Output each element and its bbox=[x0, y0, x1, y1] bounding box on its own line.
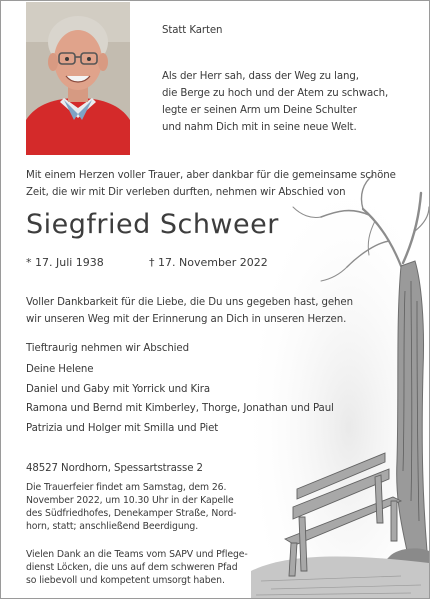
verse-line: die Berge zu hoch und der Atem zu schwach, bbox=[162, 88, 389, 99]
death-date: † 17. November 2022 bbox=[149, 256, 268, 269]
intro-line: Mit einem Herzen voller Trauer, aber dankbar für die gemeinsame schöne bbox=[26, 170, 396, 181]
mourner-entry: Daniel und Gaby mit Yorrick und Kira bbox=[26, 383, 211, 395]
mourner-entry: Deine Helene bbox=[26, 364, 94, 375]
intro-line: Zeit, die wir mit Dir verleben durften, nehmen wir Abschied von bbox=[26, 187, 346, 198]
mourner-list bbox=[26, 361, 334, 439]
thanks-line: dienst Löcken, die uns auf dem schweren Pfad bbox=[26, 562, 238, 573]
funeral-line: des Südfriedhofes, Denekamper Straße, Nord- bbox=[26, 508, 237, 519]
funeral-line: Die Trauerfeier findet am Samstag, dem 26. bbox=[26, 482, 227, 493]
funeral-line: horn, statt; anschließend Beerdigung. bbox=[26, 521, 199, 532]
mourner-entry: Ramona und Bernd mit Kimberley, Thorge, Jonathan und Paul bbox=[26, 403, 334, 414]
header-label: Statt Karten bbox=[162, 25, 223, 36]
verse-line: und nahm Dich mit in seine neue Welt. bbox=[162, 122, 357, 133]
gratitude-line: Voller Dankbarkeit für die Liebe, die Du uns gegeben hast, gehen bbox=[26, 297, 353, 308]
thanks-line: Vielen Dank an die Teams vom SAPV und Pflege- bbox=[26, 549, 248, 560]
verse-line: Als der Herr sah, dass der Weg zu lang, bbox=[162, 71, 359, 82]
gratitude-line: wir unseren Weg mit der Erinnerung an Dich in unseren Herzen. bbox=[26, 314, 347, 325]
deceased-name: Siegfried Schweer bbox=[26, 209, 279, 240]
address: 48527 Nordhorn, Spessartstrasse 2 bbox=[26, 463, 203, 474]
mourning-label: Tieftraurig nehmen wir Abschied bbox=[26, 343, 189, 354]
funeral-line: November 2022, um 10.30 Uhr in der Kapelle bbox=[26, 495, 234, 506]
portrait-photo bbox=[26, 2, 130, 155]
thanks-line: so liebevoll und kompetent umsorgt haben. bbox=[26, 575, 225, 586]
birth-date: * 17. Juli 1938 bbox=[26, 256, 104, 269]
verse-line: legte er seinen Arm um Deine Schulter bbox=[162, 105, 357, 116]
mourner-entry: Patrizia und Holger mit Smilla und Piet bbox=[26, 422, 219, 434]
